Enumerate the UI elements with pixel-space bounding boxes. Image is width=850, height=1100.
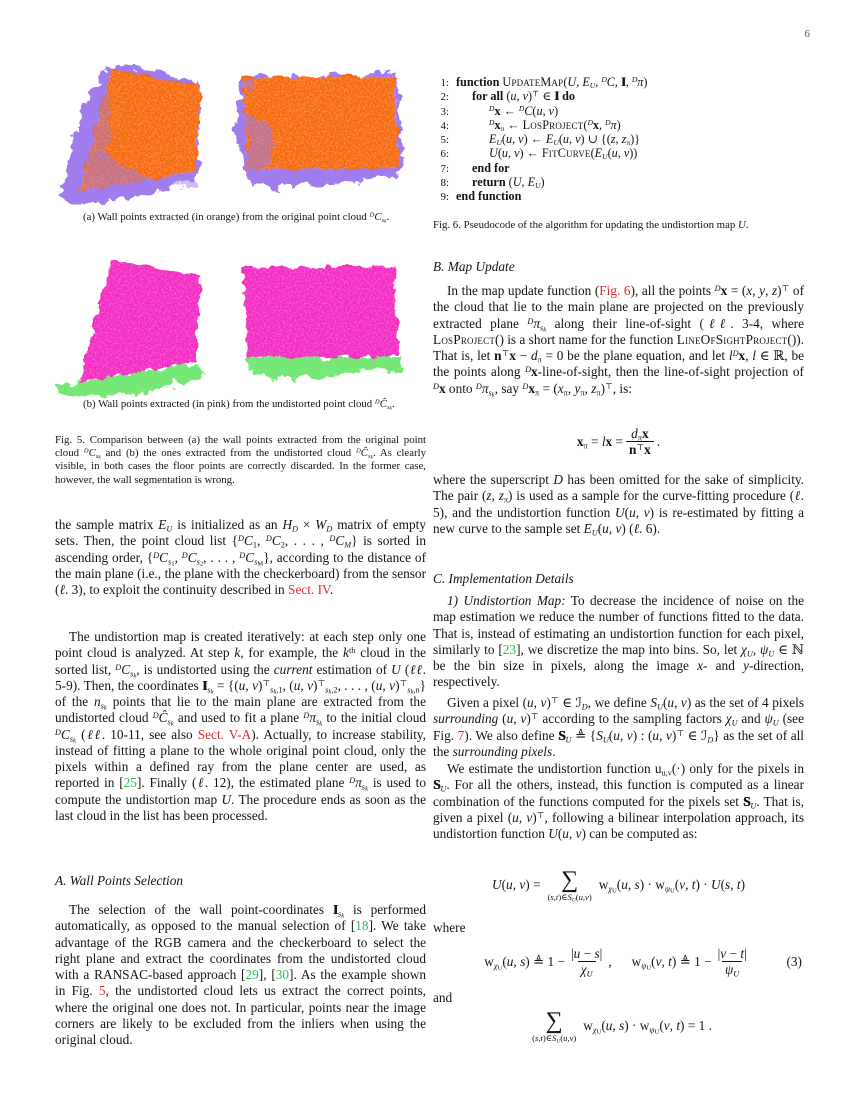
pseudocode-line xyxy=(433,76,804,90)
paragraph-iterative-map: The undistortion map is created iteratively: at each step only one point cloud is analyzed. At step k, for example, the $k^{th}$ cloud in the sorted list, $^DCs_k$, is undistorted using the current estimation of U (ℓℓ. 5-9). Then, the coordinates $Is_k = \{(u$, $v)^⊤s_k,1$, (u, $v)^⊤s_k,2$, . . . , (u, $v)^⊤s_k,n$} of the $ns_k$ points that lie to the main plane are extracted from the undistorted cloud $^DĈs_k$ and used to fit a plane $^D\pi s_k$ to the initial cloud $^DCs_k$ (ℓℓ. 10-11, see also Sect. V-A). Actually, to increase stability, instead of fitting a plane to the whole original point cloud, only the pixels within a defined ray from the plane center are used, as reported in [25]. Finally (ℓ. 12), the estimated plane $^D\pi s_k$ is used to compute the undistortion map U. The procedure ends as soon as the last cloud in the list has been processed. xyxy=(55,629,427,823)
equation-los-projection xyxy=(433,420,804,464)
line-code: end function xyxy=(456,189,522,204)
wall-speckle xyxy=(79,260,201,382)
paragraph-undistortion-map: 1) Undistortion Map: To decrease the incidence of noise on the map estimation we reduce the number of functions fitted to the data. That is, instead of estimating an undistortion function for each pixel, similarly to [23], we discretize the map into bins. So, let χU, ψU ∈ ℕ be the bin size in pixels, along the image x- and y-direction, respectively. xyxy=(433,593,805,690)
figure-5a-pointclouds xyxy=(55,60,426,208)
pseudocode-line xyxy=(433,105,804,119)
line-code: function UpdateMap(U, EU, $^D$C, I, $^D$π) xyxy=(456,75,648,91)
line-code: EU(u, v) ← EU(u, v) ∪ {(z, zπ)} xyxy=(489,132,641,148)
equation-number: (3) xyxy=(786,954,802,969)
summation xyxy=(547,866,592,904)
pseudocode-line xyxy=(433,190,804,204)
fraction xyxy=(626,426,654,459)
page-number: 6 xyxy=(804,28,810,40)
mixed-noise-shape xyxy=(247,115,273,172)
paragraph-map-update: In the map update function (Fig. 6), all the points $^D$x = (x, y, z)⊤ of the cloud that lie to the main plane are projected on the previously extracted plane $^D\pi s_k$ along their line-of-sight (ℓℓ. 3-4, where LosProject() is a short name for the function LineOfSightProject()). That is, let n⊤x − dπ = 0 be the plane equation, and let $l^Dx$, l ∈ ℝ, be the points along $^D$x-line-of-sight, then the line-of-sight projection of $^D$x onto $^D\pi s_k$, say $^D$xπ = (xπ, yπ, zπ)⊤, is: xyxy=(433,283,804,398)
pseudocode-line xyxy=(433,147,804,161)
equation-weights xyxy=(433,940,804,984)
eq-w2-lhs: $w\psi_U(v$, t) ≜ 1 − xyxy=(631,954,712,972)
sigma-symbol: ∑ xyxy=(561,866,579,893)
line-number: 6: xyxy=(440,148,449,161)
fraction-denominator: n⊤x xyxy=(626,441,654,459)
section-heading-wall-points: A. Wall Points Selection xyxy=(55,873,184,888)
line-number: 2: xyxy=(440,91,449,104)
summation xyxy=(532,1007,577,1045)
fraction-denominator: ψU xyxy=(722,961,742,979)
figure-5b-caption: (b) Wall points extracted (in pink) from the undistorted point cloud $^DĈs_k$. xyxy=(83,398,395,412)
equation-weights-sum xyxy=(433,1003,804,1049)
paragraph-surrounding-pixels: Given a pixel (u, v)⊤ ∈ ℐD, we define SU(u, v) as the set of 4 pixels surrounding (u, v)⊤ according to the sampling factors χU and ψU (see Fig. 7). We also define SU ≜ {SU(u, v) : (u, v)⊤ ∈ ℐD} as the set of all the surrounding pixels. xyxy=(433,695,804,759)
fraction-numerator: dπx xyxy=(631,425,649,442)
paragraph-bilinear-interpolation: We estimate the undistortion function uu,v(·) only for the pixels in SU. For all the others, instead, this function is computed as a linear combination of the functions computed for the pixels set SU. That is, given a pixel (u, v)⊤, following a bilinear interpolation approach, its undistortion function U(u, v) can be computed as: xyxy=(433,761,805,841)
eq-lhs: xπ = lx = xyxy=(576,434,624,451)
line-code: end for xyxy=(472,160,510,175)
pseudocode-line xyxy=(433,133,804,147)
fig5a-left-patch xyxy=(59,68,201,206)
figure-5b-pointclouds xyxy=(55,252,426,400)
line-code: return (U, EU) xyxy=(472,175,545,191)
pseudocode-line xyxy=(433,90,804,104)
fraction xyxy=(568,946,605,979)
figure-6-caption: Fig. 6. Pseudocode of the algorithm for updating the undistortion map U. xyxy=(433,219,749,231)
pseudocode-line xyxy=(433,162,804,176)
line-number: 5: xyxy=(440,134,449,147)
fraction-numerator: |v − t| xyxy=(717,945,747,961)
section-heading-implementation: C. Implementation Details xyxy=(433,571,574,586)
pseudocode-line xyxy=(433,119,804,133)
equation-bilinear-sum xyxy=(433,862,804,908)
line-number: 9: xyxy=(440,191,449,204)
paragraph-wall-points: The selection of the wall point-coordinates $Is_k$ is performed automatically, as opposed to the manual selection of [18]. We take advantage of the RGB camera and the checkerboard to select the right plane and extract the coordinates from the undistorted cloud with a RANSAC-based approach [29], [30]. As the example shown in Fig. 5, the undistorted cloud lets us extract the correct points, where the original one does not. In particular, points near the image corners are likely to be excluded from the inliers when using the original cloud. xyxy=(55,902,426,1047)
eq-post: . xyxy=(656,434,661,449)
figure-5-main-caption: Fig. 5. Comparison between (a) the wall points extracted from the original point cloud $^DCs_k$ and (b) the ones extracted from the undistorted cloud $^DĈs_k$. As clearly visible, in both cases the floor points are correctly discarded. In the former case, however, the wall segmentation is wrong. xyxy=(55,434,427,486)
line-code: U(u, v) ← FitCurve(EU(u, v)) xyxy=(489,146,638,162)
line-code: for all (u, v)⊤ ∈ I do xyxy=(472,89,575,104)
where-label: where xyxy=(433,920,466,935)
sigma-symbol: ∑ xyxy=(545,1007,563,1034)
summation-limits: (s,t)∈SU(u,v) xyxy=(532,1032,577,1045)
line-number: 1: xyxy=(440,77,449,89)
paragraph-superscript-omitted: where the superscript D has been omitted for the sake of simplicity. The pair (z, zπ) is used as a sample for the curve-fitting procedure (ℓ. 5), and the undistortion function U(u, v) is re-estimated by fitting a new curve to the sample set EU(u, v) (ℓ. 6). xyxy=(433,472,804,538)
line-number: 8: xyxy=(440,177,449,190)
eq-rhs: $w\chi_U(u$, $s) \cdot w\psi_U(v$, t) = 1 . xyxy=(583,1018,712,1036)
fig5b-right-patch xyxy=(243,266,405,378)
pseudocode-updatemap xyxy=(433,76,804,205)
line-number: 7: xyxy=(440,162,449,175)
section-heading-map-update: B. Map Update xyxy=(433,259,515,274)
fraction-numerator: |u − s| xyxy=(570,945,603,961)
eq-lhs: U(u, v) = xyxy=(492,877,541,892)
figure-5a-caption: (a) Wall points extracted (in orange) from the original point cloud $^DCs_k$. xyxy=(83,211,390,225)
line-number: 3: xyxy=(440,105,449,118)
eq-separator: , xyxy=(608,954,612,969)
fig5b-left-patch xyxy=(55,260,207,398)
summation-limits: (s,t)∈SU(u,v) xyxy=(547,891,592,904)
and-label: and xyxy=(433,990,453,1005)
eq-rhs: $w\chi_U(u$, $s) \cdot w\psi_U(v$, t) · U(s, t) xyxy=(598,877,745,895)
fraction-denominator: χU xyxy=(578,961,596,979)
line-number: 4: xyxy=(440,119,449,132)
line-code: $^D$x ← $^D$C(u, v) xyxy=(489,103,559,118)
line-code: $^D$xπ ← LosProject($^D$x, $^D$π) xyxy=(489,117,621,133)
wall-speckle xyxy=(243,266,399,358)
pseudocode-line xyxy=(433,176,804,190)
eq-w1-lhs: $w\chi_U(u$, s) ≜ 1 − xyxy=(484,954,565,972)
fig5a-right-patch xyxy=(235,74,403,186)
fraction xyxy=(715,946,750,979)
paragraph-map-init: the sample matrix EU is initialized as an HD × WD matrix of empty sets. Then, the point cloud list {$^D$C1, $^D$C2, . . . , $^D$CM} is sorted in ascending order, {$^DCs_1$, $^DCs_2$, . . . , $^DCs_M$}, according to the distance of the main plane (i.e., the plane with the checkerboard) from the sensor (ℓ. 3), to exploit the continuity described in Sect. IV. xyxy=(55,517,427,597)
